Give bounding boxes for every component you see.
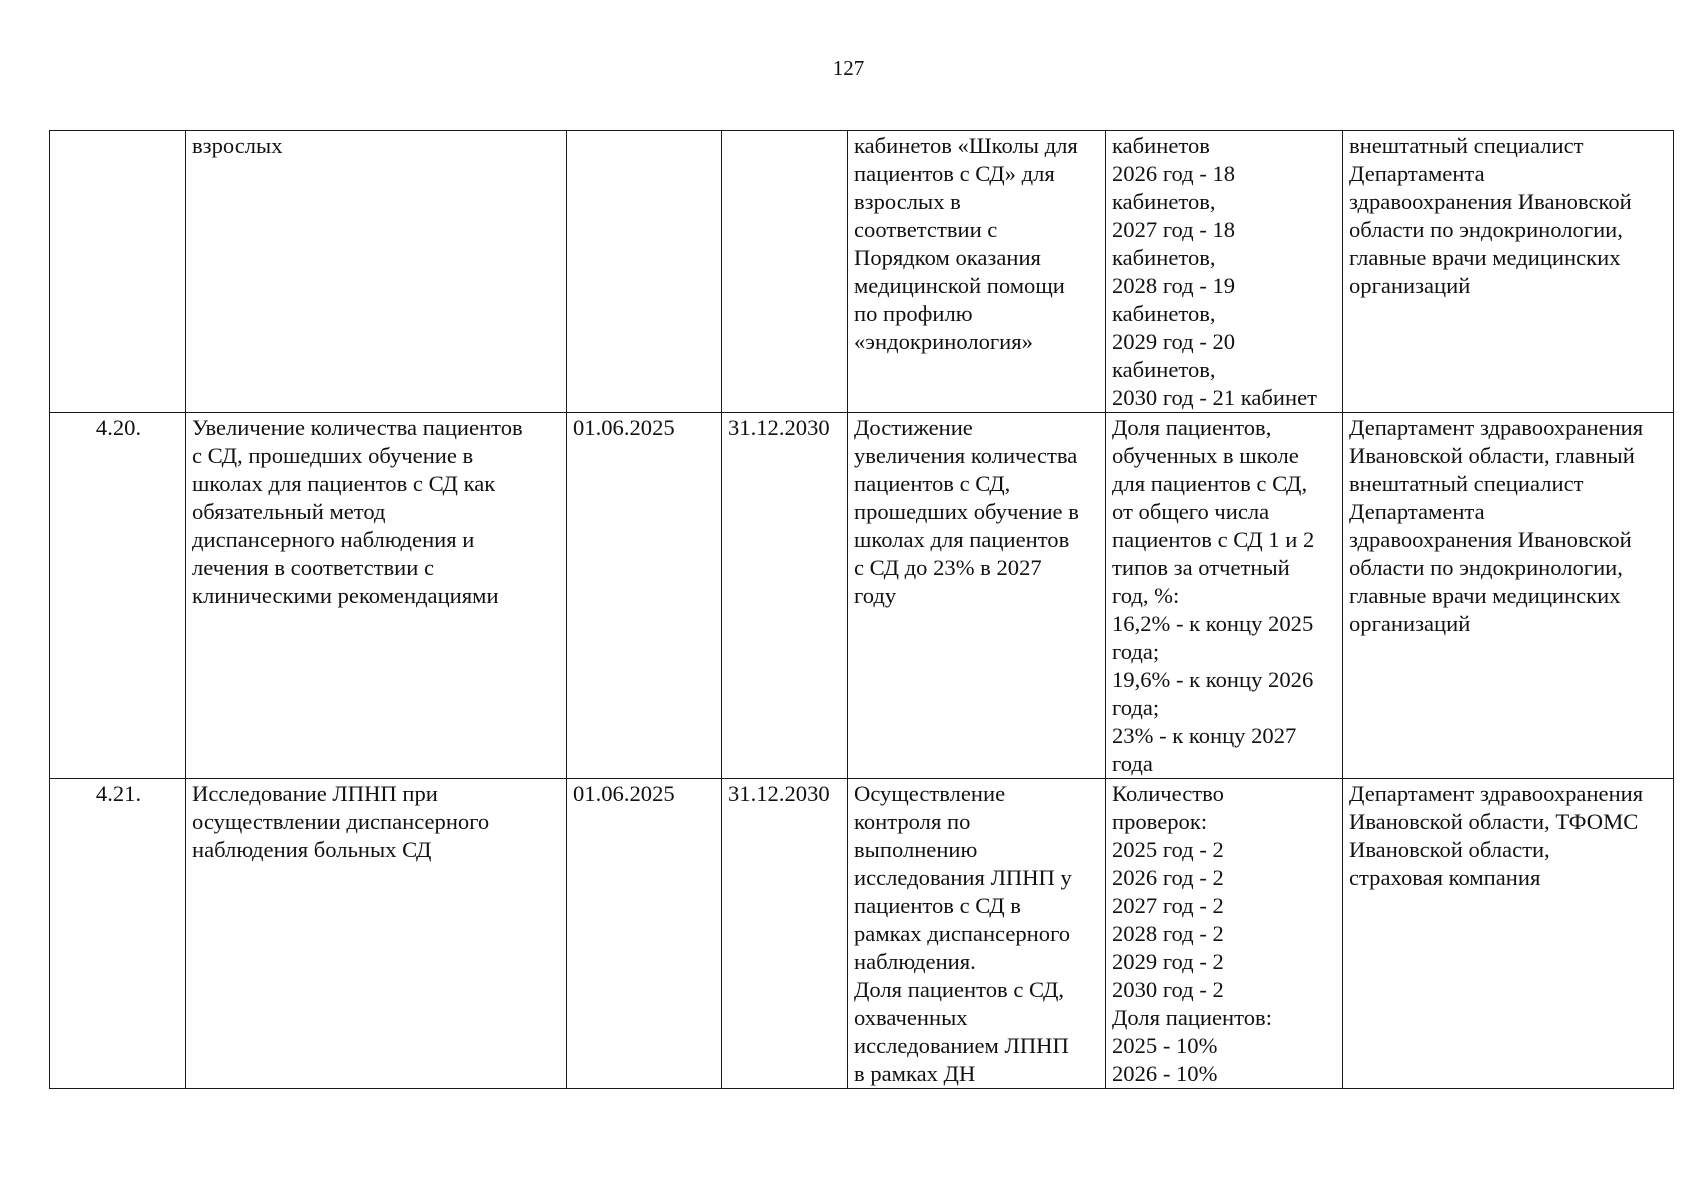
cell-text-line: в рамках ДН: [854, 1061, 976, 1086]
cell-text-line: пациентов с СД,: [854, 471, 1011, 496]
cell-text-line: кабинетов,: [1112, 189, 1216, 214]
cell-text-line: 23% - к концу 2027: [1112, 723, 1297, 748]
cell-text-line: от общего числа: [1112, 499, 1270, 524]
measures-table: [49, 130, 1674, 1089]
cell-number: [50, 131, 186, 413]
cell-text-line: кабинетов: [1112, 133, 1210, 158]
cell-text-line: страховая компания: [1349, 865, 1541, 890]
cell-text-line: организаций: [1349, 273, 1471, 298]
cell-text-line: Достижение: [854, 415, 973, 440]
cell-text-line: взрослых: [192, 133, 283, 158]
cell-text-line: контроля по: [854, 809, 971, 834]
cell-text-line: проверок:: [1112, 809, 1208, 834]
cell-text-line: школах для пациентов с СД как: [192, 471, 496, 496]
cell-text-line: Департамента: [1349, 499, 1485, 524]
cell-text-line: года;: [1112, 639, 1160, 664]
cell-text-line: 2029 год - 2: [1112, 949, 1224, 974]
cell-text-line: 2026 год - 18: [1112, 161, 1236, 186]
cell-text-line: пациентов с СД» для: [854, 161, 1055, 186]
cell-text-line: 2026 год - 2: [1112, 865, 1224, 890]
cell-text-line: главные врачи медицинских: [1349, 583, 1621, 608]
cell-text-line: 2026 - 10%: [1112, 1061, 1218, 1086]
cell-text-line: 2028 год - 19: [1112, 273, 1236, 298]
cell-text-line: здравоохранения Ивановской: [1349, 527, 1632, 552]
cell-text-line: для пациентов с СД,: [1112, 471, 1308, 496]
cell-text-line: внештатный специалист: [1349, 471, 1584, 496]
cell-text-line: Доля пациентов,: [1112, 415, 1272, 440]
cell-text-line: кабинетов,: [1112, 245, 1216, 270]
cell-end-date: 31.12.2030: [722, 779, 848, 1089]
table-row: [50, 131, 1674, 413]
cell-measure-name: [186, 413, 567, 779]
cell-text-line: пациентов с СД в: [854, 893, 1021, 918]
cell-text-line: Департамента: [1349, 161, 1485, 186]
cell-text-line: прошедших обучение в: [854, 499, 1079, 524]
page-number: 127: [832, 56, 865, 80]
cell-text-line: 2025 - 10%: [1112, 1033, 1218, 1058]
cell-text-line: Увеличение количества пациентов: [192, 415, 523, 440]
cell-text-line: года;: [1112, 695, 1160, 720]
cell-text-line: главные врачи медицинских: [1349, 245, 1621, 270]
cell-text-line: Доля пациентов:: [1112, 1005, 1272, 1030]
cell-end-date: [722, 131, 848, 413]
cell-text-line: Департамент здравоохранения: [1349, 781, 1644, 806]
cell-text-line: здравоохранения Ивановской: [1349, 189, 1632, 214]
cell-responsible: [1343, 131, 1674, 413]
cell-measure-name: [186, 131, 567, 413]
cell-text-line: типов за отчетный: [1112, 555, 1290, 580]
cell-text-line: с СД, прошедших обучение в: [192, 443, 474, 468]
cell-text-line: взрослых в: [854, 189, 961, 214]
table-row: [50, 779, 1674, 1089]
cell-text-line: наблюдения.: [854, 949, 976, 974]
cell-text-line: внештатный специалист: [1349, 133, 1584, 158]
cell-text-line: выполнению: [854, 837, 978, 862]
cell-start-date: 01.06.2025: [567, 413, 722, 779]
cell-text-line: Ивановской области, ТФОМС: [1349, 809, 1639, 834]
cell-text-line: 2030 год - 2: [1112, 977, 1224, 1002]
cell-text-line: рамках диспансерного: [854, 921, 1071, 946]
cell-indicator: [1106, 413, 1343, 779]
cell-measure-name: [186, 779, 567, 1089]
table-body: [50, 131, 1674, 1089]
cell-number: 4.21.: [50, 779, 186, 1089]
cell-indicator: [1106, 131, 1343, 413]
cell-text-line: увеличения количества: [854, 443, 1078, 468]
cell-text-line: Осуществление: [854, 781, 1006, 806]
cell-number: 4.20.: [50, 413, 186, 779]
cell-text-line: организаций: [1349, 611, 1471, 636]
cell-indicator: [1106, 779, 1343, 1089]
cell-start-date: [567, 131, 722, 413]
cell-text-line: 2025 год - 2: [1112, 837, 1224, 862]
cell-text-line: год, %:: [1112, 583, 1180, 608]
cell-start-date: 01.06.2025: [567, 779, 722, 1089]
cell-text-line: соответствии с: [854, 217, 998, 242]
cell-text-line: 2028 год - 2: [1112, 921, 1224, 946]
cell-text-line: области по эндокринологии,: [1349, 217, 1623, 242]
cell-text-line: с СД до 23% в 2027: [854, 555, 1042, 580]
cell-text-line: пациентов с СД 1 и 2: [1112, 527, 1315, 552]
cell-text-line: году: [854, 583, 897, 608]
cell-text-line: «эндокринология»: [854, 329, 1033, 354]
cell-text-line: обученных в школе: [1112, 443, 1299, 468]
cell-text-line: Доля пациентов с СД,: [854, 977, 1065, 1002]
cell-expected-result: [848, 413, 1106, 779]
cell-expected-result: [848, 779, 1106, 1089]
cell-text-line: лечения в соответствии с: [192, 555, 435, 580]
cell-text-line: исследованием ЛПНП: [854, 1033, 1069, 1058]
cell-text-line: Ивановской области,: [1349, 837, 1550, 862]
cell-text-line: 2027 год - 2: [1112, 893, 1224, 918]
cell-text-line: кабинетов,: [1112, 301, 1216, 326]
cell-text-line: школах для пациентов: [854, 527, 1070, 552]
cell-text-line: 2030 год - 21 кабинет: [1112, 385, 1317, 410]
cell-text-line: наблюдения больных СД: [192, 837, 432, 862]
cell-text-line: диспансерного наблюдения и: [192, 527, 475, 552]
cell-text-line: Порядком оказания: [854, 245, 1041, 270]
cell-text-line: Количество: [1112, 781, 1224, 806]
cell-text-line: кабинетов,: [1112, 357, 1216, 382]
cell-text-line: обязательный метод: [192, 499, 386, 524]
cell-end-date: 31.12.2030: [722, 413, 848, 779]
cell-text-line: осуществлении диспансерного: [192, 809, 490, 834]
cell-text-line: исследования ЛПНП у: [854, 865, 1072, 890]
cell-text-line: Департамент здравоохранения: [1349, 415, 1644, 440]
cell-text-line: кабинетов «Школы для: [854, 133, 1078, 158]
cell-text-line: 2029 год - 20: [1112, 329, 1236, 354]
cell-text-line: 19,6% - к концу 2026: [1112, 667, 1314, 692]
cell-expected-result: [848, 131, 1106, 413]
cell-text-line: 2027 год - 18: [1112, 217, 1236, 242]
cell-text-line: 16,2% - к концу 2025: [1112, 611, 1314, 636]
cell-text-line: области по эндокринологии,: [1349, 555, 1623, 580]
cell-responsible: [1343, 779, 1674, 1089]
cell-text-line: Ивановской области, главный: [1349, 443, 1635, 468]
cell-text-line: по профилю: [854, 301, 973, 326]
table-row: [50, 413, 1674, 779]
cell-text-line: охваченных: [854, 1005, 968, 1030]
cell-text-line: Исследование ЛПНП при: [192, 781, 438, 806]
cell-responsible: [1343, 413, 1674, 779]
cell-text-line: клиническими рекомендациями: [192, 583, 499, 608]
cell-text-line: медицинской помощи: [854, 273, 1065, 298]
cell-text-line: года: [1112, 751, 1153, 776]
